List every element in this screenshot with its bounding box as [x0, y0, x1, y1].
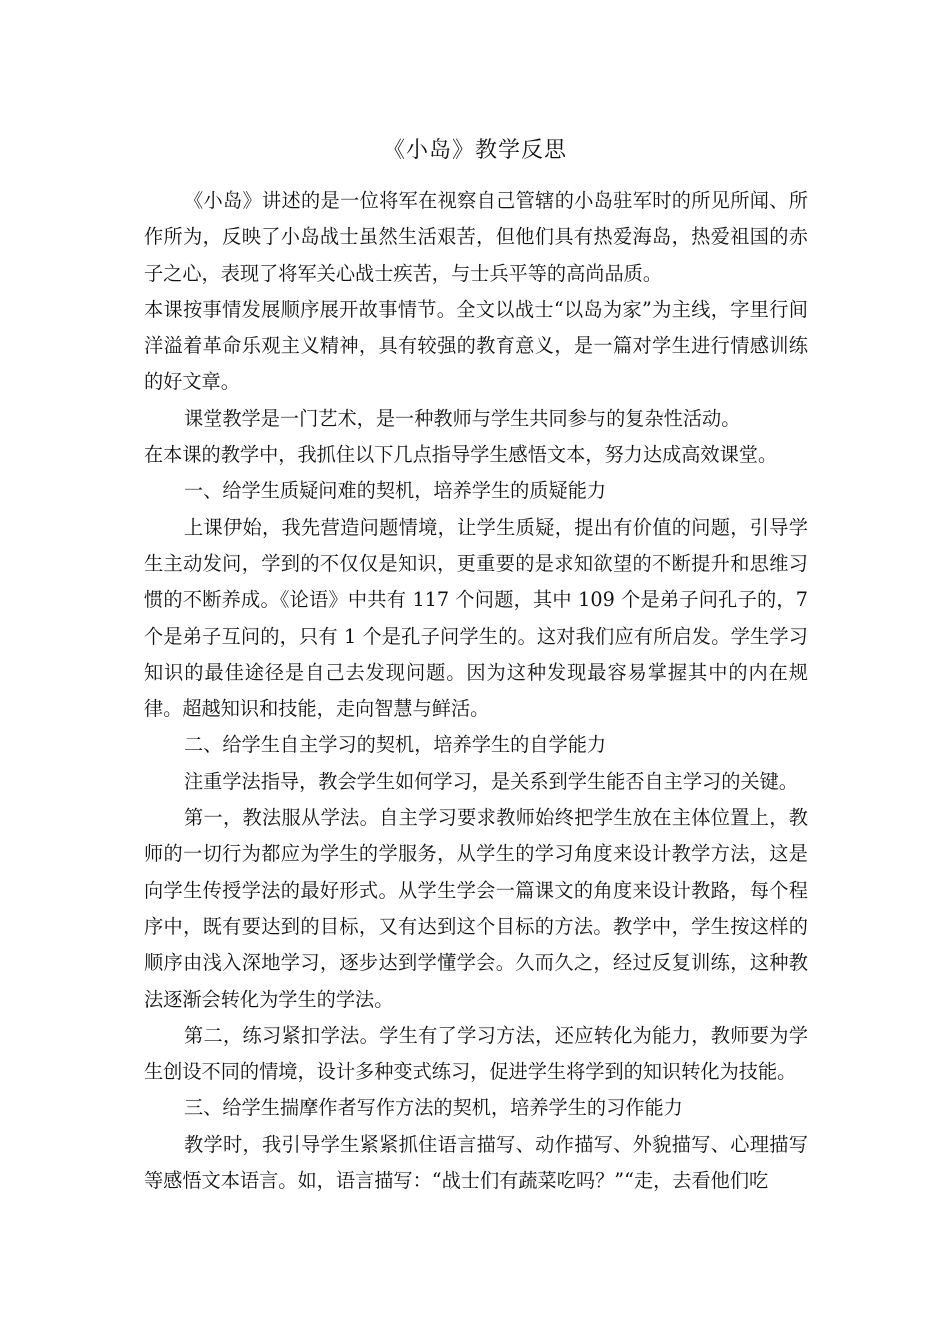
paragraph-questioning: 上课伊始，我先营造问题情境，让学生质疑，提出有价值的问题，引导学生主动发问，学到的不仅仅是知识，更重要的是求知欲望的不断提升和思维习惯的不断养成。《论语》中共有 117 个问题，其中 109 个是弟子问孔子的，7 个是弟子互问的，只有 1 个是孔子问学生的。这对我们应有所启发。学生学习知识的最佳途径是自己去发现问题。因为这种发现最容易掌握其中的内在规律。超越知识和技能，走向智慧与鲜活。 [144, 515, 808, 721]
paragraph-lesson-approach: 在本课的教学中，我抓住以下几点指导学生感悟文本，努力达成高效课堂。 [144, 443, 778, 467]
section-heading-questioning: 一、给学生质疑问难的契机，培养学生的质疑能力 [184, 479, 607, 503]
document-body [144, 183, 808, 1199]
paragraph-teaching-art: 课堂教学是一门艺术，是一种教师与学生共同参与的复杂性活动。 [184, 406, 741, 430]
paragraph-point-one: 第一，教法服从学法。自主学习要求教师始终把学生放在主体位置上，教师的一切行为都应为学生的学服务，从学生的学习角度来设计教学方法，这是向学生传授学法的最好形式。从学生学会一篇课文的角度来设计教路，每个程序中，既有要达到的目标，又有达到这个目标的方法。教学中，学生按这样的顺序由浅入深地学习，逐步达到学懂学会。久而久之，经过反复训练，这种教法逐渐会转化为学生的学法。 [144, 806, 808, 1011]
paragraph-intro: 《小岛》讲述的是一位将军在视察自己管辖的小岛驻军时的所见所闻、所作所为，反映了小岛战士虽然生活艰苦，但他们具有热爱海岛，热爱祖国的赤子之心，表现了将军关心战士疾苦，与士兵平等的高尚品质。 [144, 189, 808, 285]
section-heading-writing: 三、给学生揣摩作者写作方法的契机，培养学生的习作能力 [184, 1096, 683, 1120]
section-heading-self-study: 二、给学生自主学习的契机，培养学生的自学能力 [184, 733, 607, 757]
paragraph-point-two: 第二，练习紧扣学法。学生有了学习方法，还应转化为能力，教师要为学生创设不同的情境，设计多种变式练习，促进学生将学到的知识转化为技能。 [144, 1023, 808, 1084]
paragraph-writing: 教学时，我引导学生紧紧抓住语言描写、动作描写、外貌描写、心理描写等感悟文本语言。如，语言描写：“战士们有蔬菜吃吗？”“走，去看他们吃 [144, 1132, 808, 1193]
paragraph-storyline: 本课按事情发展顺序展开故事情节。全文以战士“以岛为家”为主线，字里行间洋溢着革命乐观主义精神，具有较强的教育意义，是一篇对学生进行情感训练的好文章。 [144, 297, 808, 394]
paragraph-study-method: 注重学法指导，教会学生如何学习，是关系到学生能否自主学习的关键。 [184, 769, 798, 793]
document-title: 《小岛》教学反思 [382, 138, 567, 163]
